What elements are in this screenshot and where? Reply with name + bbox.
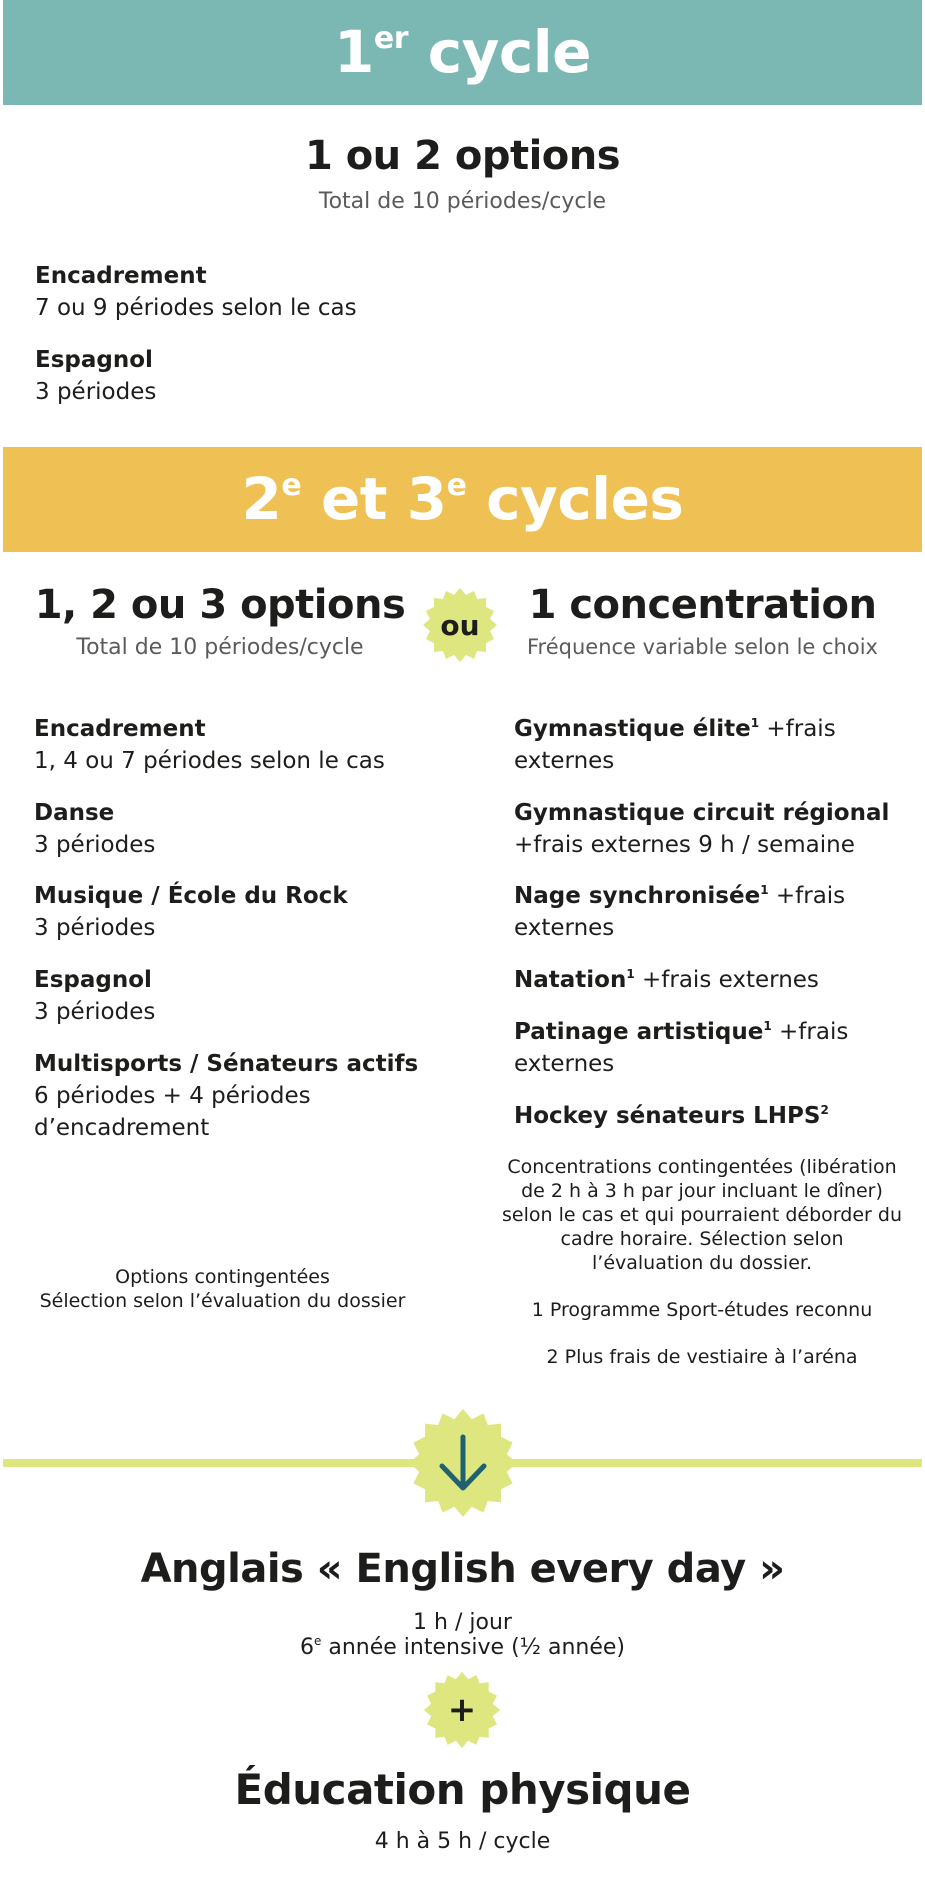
concentration-item-patinage: Patinage artistique$^1$ +frais externes bbox=[514, 1019, 849, 1077]
cycle23-banner bbox=[3, 447, 922, 552]
options-note-line2: Sélection selon l’évaluation du dossier bbox=[39, 1290, 406, 1312]
options-item-danse: Danse 3 périodes bbox=[34, 800, 156, 858]
options-item-espagnol: Espagnol 3 périodes bbox=[34, 967, 156, 1025]
or-badge bbox=[423, 588, 497, 662]
cycle1-banner bbox=[3, 0, 922, 105]
concentration-item-nage: Nage synchronisée$^1$ +frais externes bbox=[514, 883, 846, 941]
arrow-badge bbox=[409, 1409, 517, 1517]
arrow-down-icon bbox=[409, 1409, 517, 1517]
physed-heading: Éducation physique bbox=[234, 1765, 691, 1814]
options-note bbox=[20, 1265, 425, 1313]
options-item-multisports: Multisports / Sénateurs actifs 6 périodes + 4 périodes d’encadrement bbox=[34, 1051, 419, 1141]
options-note-line1: Options contingentées bbox=[115, 1266, 330, 1288]
cycle1-heading: 1 ou 2 options bbox=[304, 133, 621, 179]
concentration-item-hockey: Hockey sénateurs LHPS$^2$ bbox=[514, 1103, 829, 1129]
plus-label: + bbox=[447, 1690, 477, 1730]
concentration-heading: 1 concentration bbox=[528, 582, 877, 628]
cycle23-title: 2e et 3e cycles bbox=[241, 465, 684, 533]
english-heading: Anglais « English every day » bbox=[140, 1546, 785, 1592]
cycle1-title: 1er cycle bbox=[334, 18, 591, 86]
options-item-encadrement: Encadrement 1, 4 ou 7 périodes selon le cas bbox=[34, 716, 385, 774]
physed-line1: 4 h à 5 h / cycle bbox=[374, 1829, 551, 1854]
english-line2: 6e année intensive (½ année) bbox=[299, 1634, 626, 1660]
concentration-item-natation: Natation$^1$ +frais externes bbox=[514, 967, 819, 993]
concentration-note: Concentrations contingentées (libération de 2 h à 3 h par jour incluant le dîner) selon le cas et qui pourraient déborder du cadre horaire. Sélection selon l’évaluation du dossier. bbox=[502, 1156, 902, 1274]
or-label: ou bbox=[440, 608, 480, 642]
options-heading: 1, 2 ou 3 options bbox=[34, 582, 406, 628]
options-item-musique: Musique / École du Rock 3 périodes bbox=[34, 883, 348, 941]
concentration-footnote-1: 1 Programme Sport-études reconnu bbox=[531, 1299, 873, 1321]
cycle1-subheading: Total de 10 périodes/cycle bbox=[318, 189, 607, 214]
concentration-item-gym-elite: Gymnastique élite$^1$ +frais externes bbox=[514, 716, 836, 774]
concentration-footnote-2: 2 Plus frais de vestiaire à l’aréna bbox=[546, 1346, 858, 1368]
cycle1-item-encadrement: Encadrement 7 ou 9 périodes selon le cas bbox=[35, 263, 357, 321]
options-subheading: Total de 10 périodes/cycle bbox=[76, 635, 364, 660]
cycle1-item-espagnol: Espagnol 3 périodes bbox=[35, 347, 157, 405]
concentration-item-gym-regional: Gymnastique circuit régional +frais externes 9 h / semaine bbox=[514, 800, 890, 858]
plus-badge bbox=[424, 1672, 500, 1748]
concentration-subheading: Fréquence variable selon le choix bbox=[527, 635, 878, 659]
english-line1: 1 h / jour bbox=[413, 1610, 512, 1635]
